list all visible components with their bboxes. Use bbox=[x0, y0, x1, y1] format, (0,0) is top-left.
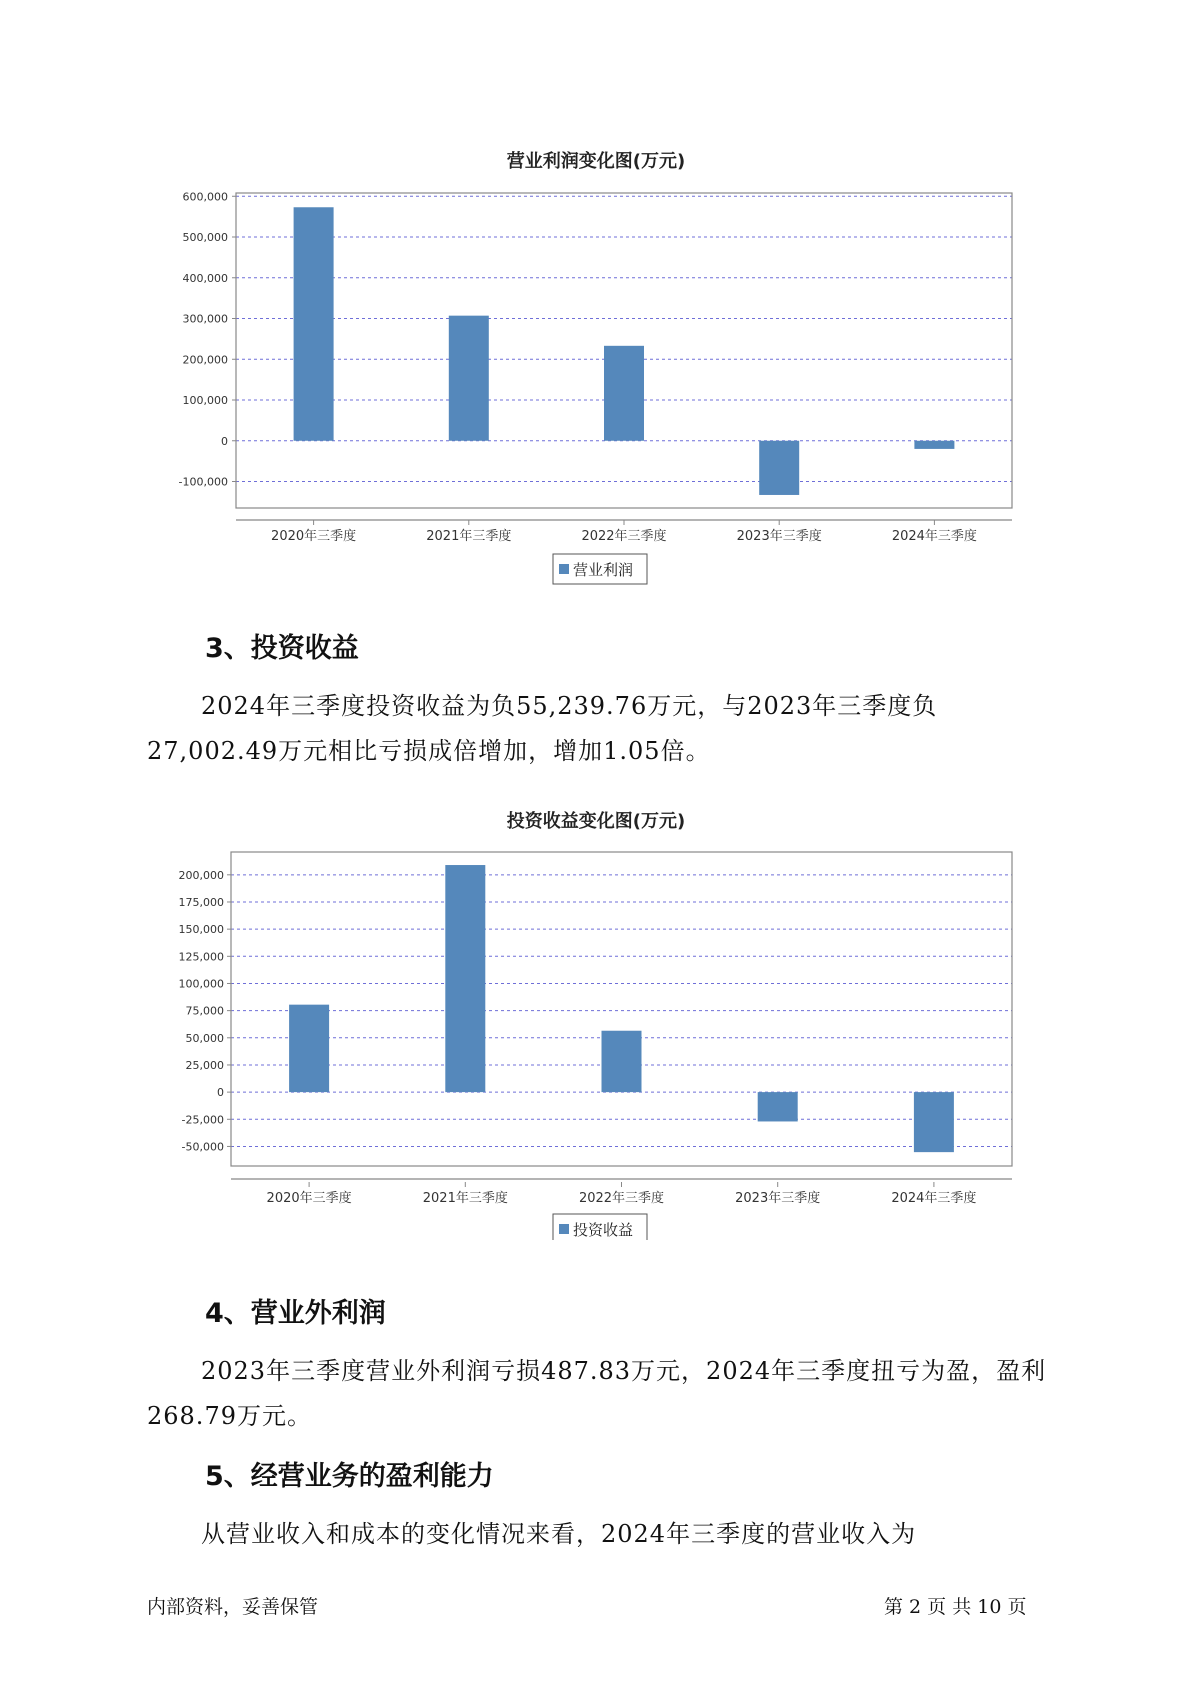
y-tick-label: 100,000 bbox=[178, 977, 224, 991]
bar bbox=[759, 441, 799, 495]
y-tick-label: -25,000 bbox=[181, 1113, 224, 1127]
y-tick-label: 125,000 bbox=[178, 950, 224, 964]
legend bbox=[553, 554, 647, 584]
investment-income-paragraph: 2024年三季度投资收益为负55,239.76万元，与2023年三季度负27,002.49万元相比亏损成倍增加，增加1.05倍。 bbox=[147, 692, 938, 765]
y-tick-label: -100,000 bbox=[178, 475, 228, 489]
y-tick-label: 500,000 bbox=[182, 231, 228, 245]
y-tick-label: 200,000 bbox=[178, 868, 224, 882]
bar bbox=[914, 441, 954, 449]
y-tick-label: 150,000 bbox=[178, 923, 224, 937]
y-tick-label: 200,000 bbox=[182, 353, 228, 367]
bar bbox=[294, 207, 334, 440]
bar bbox=[758, 1092, 798, 1121]
legend-swatch bbox=[559, 564, 569, 574]
y-tick-label: 175,000 bbox=[178, 895, 224, 909]
x-category-label: 2022年三季度 bbox=[581, 529, 667, 544]
section-heading-non-operating-profit: 4、营业外利润 bbox=[205, 1298, 386, 1329]
legend-label: 投资收益 bbox=[573, 1221, 634, 1239]
non-operating-profit-paragraph: 2023年三季度营业外利润亏损487.83万元，2024年三季度扭亏为盈，盈利268.79万元。 bbox=[147, 1357, 1047, 1430]
y-tick-label: 0 bbox=[217, 1086, 224, 1100]
bar bbox=[289, 1005, 329, 1092]
investment-income-chart bbox=[0, 805, 1191, 1240]
x-category-label: 2022年三季度 bbox=[578, 1191, 665, 1206]
bar bbox=[449, 316, 489, 441]
x-category-label: 2021年三季度 bbox=[422, 1191, 508, 1206]
y-tick-label: -50,000 bbox=[181, 1140, 224, 1154]
footer-confidential-note: 内部资料，妥善保管 bbox=[147, 1596, 319, 1618]
section-heading-investment-income: 3、投资收益 bbox=[205, 633, 359, 664]
y-tick-label: 400,000 bbox=[182, 271, 228, 285]
x-category-label: 2020年三季度 bbox=[271, 529, 357, 544]
legend-label: 营业利润 bbox=[573, 561, 634, 579]
bar bbox=[604, 346, 644, 441]
x-category-label: 2024年三季度 bbox=[891, 1191, 977, 1206]
x-category-label: 2023年三季度 bbox=[736, 529, 822, 544]
section-heading-profitability: 5、经营业务的盈利能力 bbox=[205, 1461, 494, 1492]
bar bbox=[914, 1092, 954, 1152]
legend bbox=[553, 1214, 647, 1240]
y-tick-label: 75,000 bbox=[185, 1004, 224, 1018]
x-category-label: 2021年三季度 bbox=[426, 529, 512, 544]
operating-profit-chart bbox=[0, 140, 1191, 595]
profitability-paragraph: 从营业收入和成本的变化情况来看，2024年三季度的营业收入为 bbox=[201, 1520, 917, 1548]
y-tick-label: 600,000 bbox=[182, 190, 228, 204]
legend-swatch bbox=[559, 1224, 569, 1234]
bar bbox=[602, 1031, 642, 1092]
x-category-label: 2023年三季度 bbox=[735, 1191, 821, 1206]
bar bbox=[445, 865, 485, 1092]
page-number: 第 2 页 共 10 页 bbox=[884, 1596, 1027, 1618]
chart-title: 投资收益变化图(万元) bbox=[506, 811, 686, 832]
y-tick-label: 25,000 bbox=[185, 1058, 224, 1072]
y-tick-label: 100,000 bbox=[182, 394, 228, 408]
y-tick-label: 300,000 bbox=[182, 312, 228, 326]
y-tick-label: 50,000 bbox=[185, 1031, 224, 1045]
chart-title: 营业利润变化图(万元) bbox=[506, 151, 686, 172]
x-category-label: 2024年三季度 bbox=[891, 529, 977, 544]
x-category-label: 2020年三季度 bbox=[266, 1191, 352, 1206]
y-tick-label: 0 bbox=[221, 434, 228, 448]
